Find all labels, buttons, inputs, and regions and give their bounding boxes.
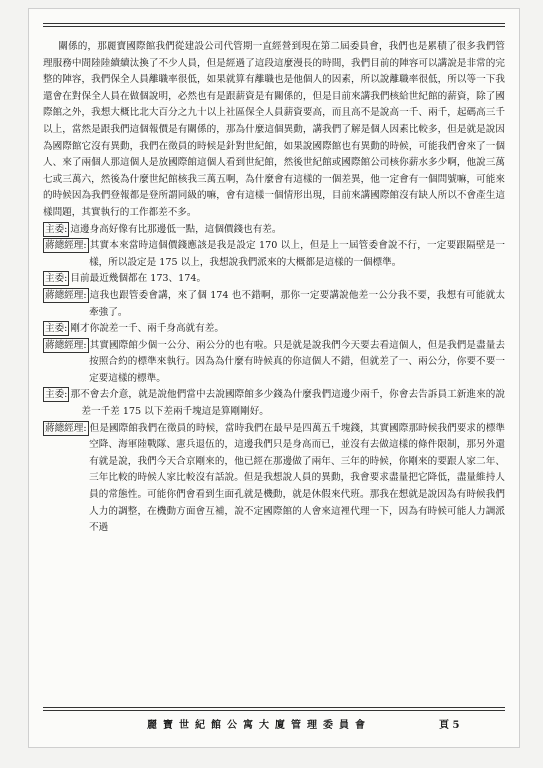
turn-text: 其實本來當時這個價錢應該是我是設定 170 以上，但是上一屆管委會說不行，一定要跟隔壁是一樣，所以設定是 175 以上，我想說我們派來的大概都是這樣的一個標準。 (89, 240, 505, 268)
turn-text: 剛才你說差一千、兩千身高就有差。 (70, 323, 224, 335)
speaker-turn (43, 238, 505, 271)
speaker-label: 主委: (45, 323, 68, 335)
speaker-turn (43, 387, 505, 420)
speaker-label: 蔣總經理: (45, 240, 87, 252)
speaker-turn (43, 421, 505, 537)
speaker-label: 蔣總經理: (45, 289, 87, 301)
turn-text: 那不會去介意，就是說他們當中去說國際館多少錢為什麼我們這邊少兩千，你會去告訴員工新進來的說差一千差 175 以下差兩千塊這是算剛剛好。 (70, 389, 505, 418)
header-rule-thin (43, 26, 505, 27)
speaker-turn (43, 271, 505, 288)
paragraph-continuation: 關係的，那麗寶國際館我們從建設公司代管期一直經營到現在第二屆委員會，我們也是累積了很多我們管理服務中間陸陸續續汰換了不少人員，但是經過了這段這麼漫長的時間，我們目前的陣容可以講說是非常的完整的陣容，我們保全人員離職率很低，如果就算有離職也是他個人的因素，所以說離職率很低，所以等一下我還會在對保全人員在做個說明，必然也有是跟薪資是有關係的，但是目前來講我們核給世紀館的薪資，除了國際館之外，我想大概比北大百分之九十以上社區保全人員薪資要高，而且高不是說高一千、兩千，起碼高三千以上，當然是跟我們這個報價是有關係的，那為什麼這個異動，講我們了解是個人因素比較多，但是就是說因為國際館它沒有異動，我們在徵員的時候是針對世紀館，如果說國際館也有異動的時候，可能我們會來了一個人、來了兩個人那這個人是放國際館這個人看到世紀館，然後世紀館或國際館公司核你薪水多少啊，他說三萬七或三萬六，然後為什麼世紀館核我三萬五啊，為什麼會有這樣的一個差異，他一定會有一個問號嘛，可能來的時候因為我們登報都是登所謂同級的嘛，會有這樣一個情形出現，目前來講國際館沒有缺人所以不會產生這樣問題，其實執行的工作都差不多。 (43, 41, 505, 218)
speaker-label: 主委: (45, 389, 68, 401)
speaker-label: 蔣總經理: (45, 339, 87, 351)
speaker-turn (43, 321, 505, 338)
speaker-turn (43, 222, 505, 239)
speaker-label: 主委: (45, 223, 68, 235)
footer-rule-thin (43, 710, 505, 711)
turn-text: 這邊身高好像有比那邊低一點，這個價錢也有差。 (70, 223, 282, 235)
footer-title: 麗寶世紀館公寓大廈管理委員會 (147, 720, 371, 731)
speaker-label: 蔣總經理: (45, 422, 87, 434)
page-number: 頁 5 (439, 720, 460, 731)
minutes-body (43, 39, 505, 537)
speaker-turn (43, 338, 505, 388)
turn-text: 其實國際館少個一公分、兩公分的也有啦。只是就是說我們今天要去看這個人，但是我們是盡量去按照合約的標準來執行。因為為什麼有時候真的你這個人不錯，但就差了一、兩公分，你要不要一定要這樣的標準。 (89, 339, 505, 384)
speaker-turn (43, 288, 505, 321)
turn-text: 目前最近幾個都在 173、174。 (70, 273, 207, 285)
turn-text: 但是國際館我們在徵員的時候，當時我們在最早是四萬五千塊錢，其實國際那時候我們要求的標準空降、海軍陸戰隊、憲兵退伍的，這邊我們只是身高而已，並沒有去做這樣的條件限制，那另外還有就是說，我們今天合京剛來的，他已經在那邊做了兩年、三年的時候，你剛來的要跟人家二年、三年比較的時候人家比較沒有話說。但是我想說人員的異動，我會要求盡量把它降低，盡量維持人員的常態性。可能你們會看到生面孔就是機動，就是休假來代班。那我在想就是說因為有時候我們人力的調整，在機動方面會互補，說不定國際館的人會來這裡代理一下，因為有時候可能人力調派不過 (89, 422, 505, 534)
turn-text: 這我也跟管委會講，來了個 174 也不錯啊，那你一定要講說他差一公分我不要，我想有可能就太牽強了。 (89, 289, 505, 318)
speaker-label: 主委: (45, 273, 68, 285)
footer-rule (43, 707, 505, 708)
document-page (28, 8, 520, 748)
header-rule (43, 23, 505, 24)
